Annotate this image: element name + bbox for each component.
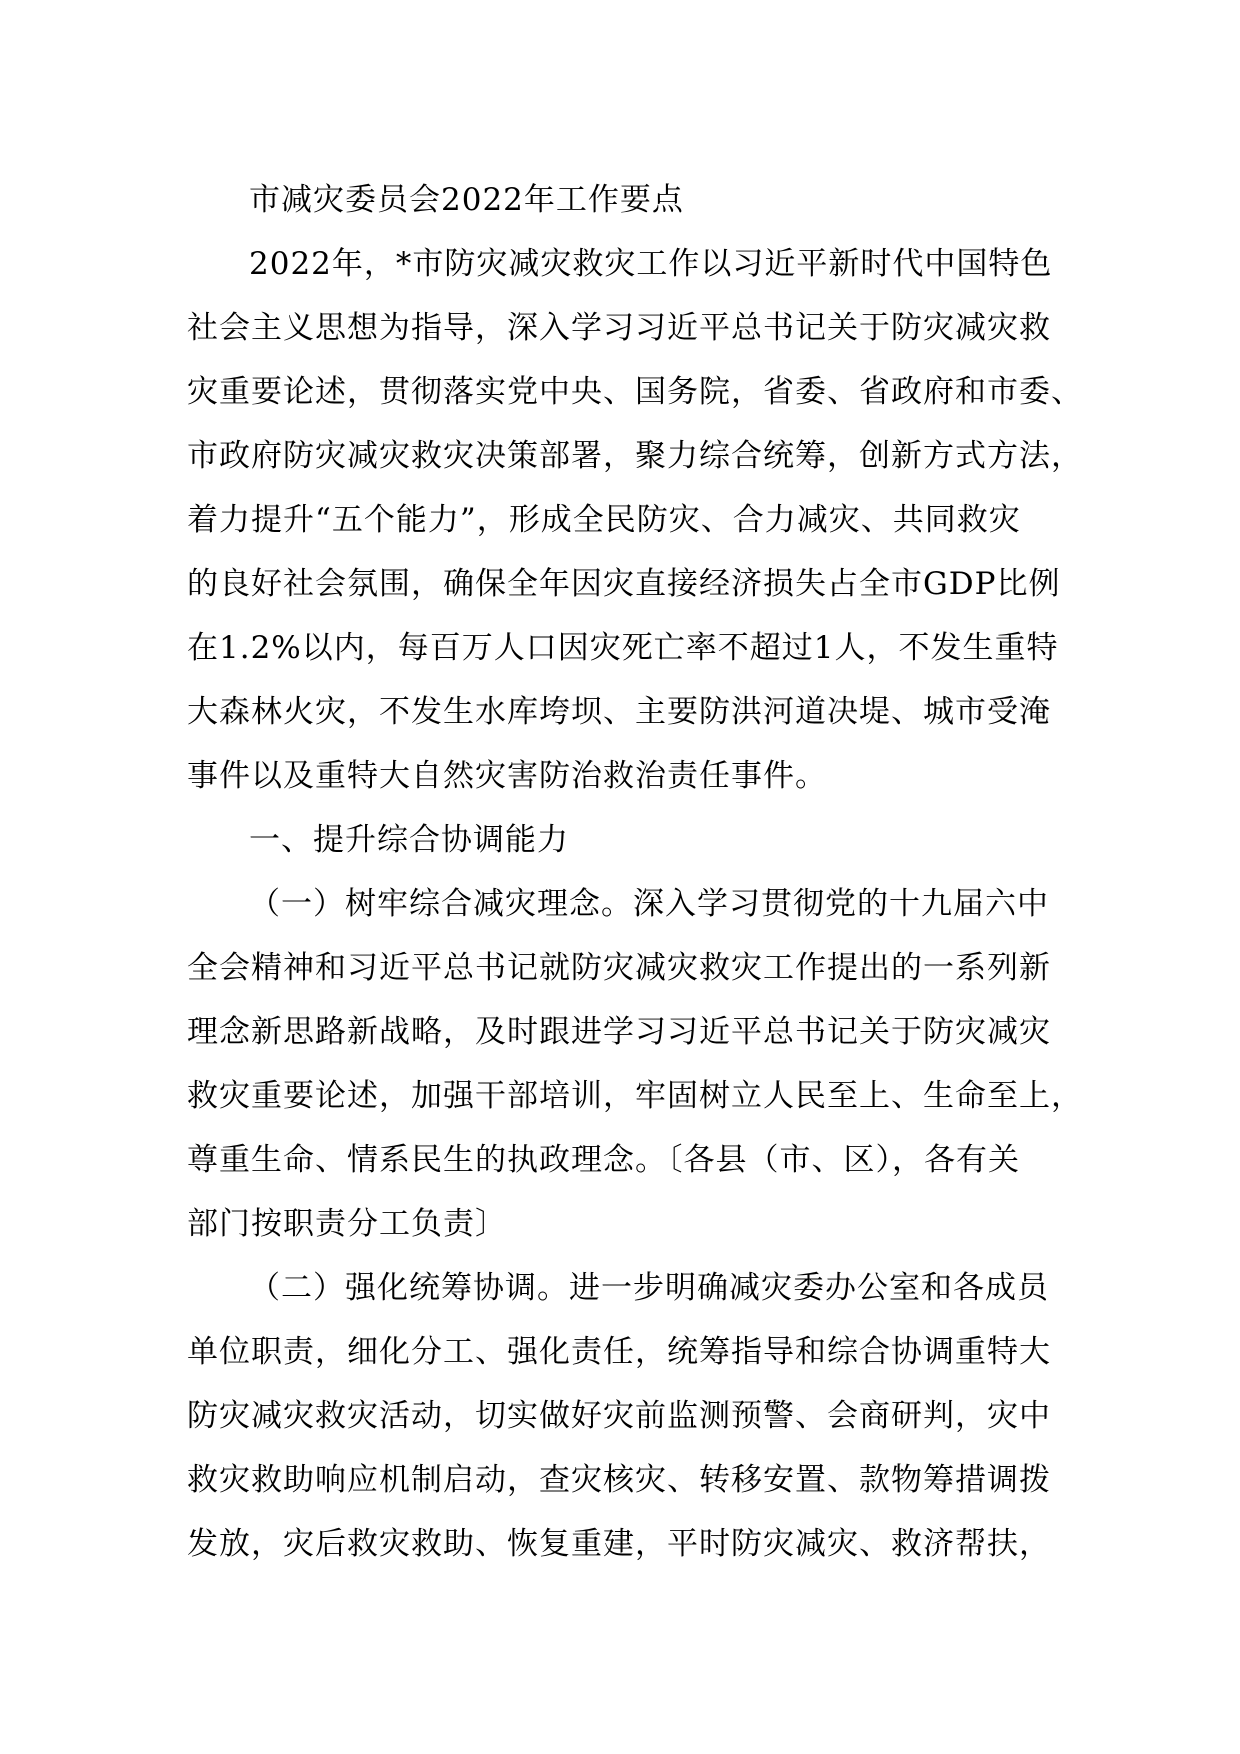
paragraph-line: 大森林火灾，不发生水库垮坝、主要防洪河道决堤、城市受淹 [187, 694, 1051, 730]
document-title: 市减灾委员会2022年工作要点 [249, 182, 684, 218]
paragraph-line: （二）强化统筹协调。进一步明确减灾委办公室和各成员 [249, 1270, 1049, 1306]
document-body [187, 168, 1087, 1576]
paragraph-line: 理念新思路新战略，及时跟进学习习近平总书记关于防灾减灾 [187, 1014, 1051, 1050]
paragraph-line: 防灾减灾救灾活动，切实做好灾前监测预警、会商研判，灾中 [187, 1398, 1051, 1434]
paragraph-line: 事件以及重特大自然灾害防治救治责任事件。 [187, 758, 827, 794]
paragraph-line: 救灾重要论述，加强干部培训，牢固树立人民至上、生命至上， [187, 1078, 1083, 1114]
paragraph-line: （一）树牢综合减灾理念。深入学习贯彻党的十九届六中 [249, 886, 1049, 922]
paragraph-line: 灾重要论述，贯彻落实党中央、国务院，省委、省政府和市委、 [187, 374, 1083, 410]
paragraph-line: 社会主义思想为指导，深入学习习近平总书记关于防灾减灾救 [187, 310, 1051, 346]
section-heading: 一、提升综合协调能力 [249, 822, 569, 858]
paragraph-line: 救灾救助响应机制启动，查灾核灾、转移安置、款物筹措调拨 [187, 1462, 1051, 1498]
paragraph-line: 尊重生命、情系民生的执政理念。〔各县（市、区），各有关 [187, 1142, 1020, 1178]
paragraph-line: 单位职责，细化分工、强化责任，统筹指导和综合协调重特大 [187, 1334, 1051, 1370]
paragraph-line: 的良好社会氛围，确保全年因灾直接经济损失占全市GDP比例 [187, 566, 1061, 602]
paragraph-line: 全会精神和习近平总书记就防灾减灾救灾工作提出的一系列新 [187, 950, 1051, 986]
paragraph-line: 市政府防灾减灾救灾决策部署，聚力综合统筹，创新方式方法， [187, 438, 1083, 474]
paragraph-line: 着力提升“五个能力”，形成全民防灾、合力减灾、共同救灾 [187, 502, 1021, 538]
paragraph-line: 发放，灾后救灾救助、恢复重建，平时防灾减灾、救济帮扶， [187, 1526, 1051, 1562]
paragraph-line: 2022年，*市防灾减灾救灾工作以习近平新时代中国特色 [249, 246, 1053, 282]
paragraph-line: 部门按职责分工负责〕 [187, 1206, 507, 1242]
paragraph-line: 在1.2%以内，每百万人口因灾死亡率不超过1人，不发生重特 [187, 630, 1059, 666]
